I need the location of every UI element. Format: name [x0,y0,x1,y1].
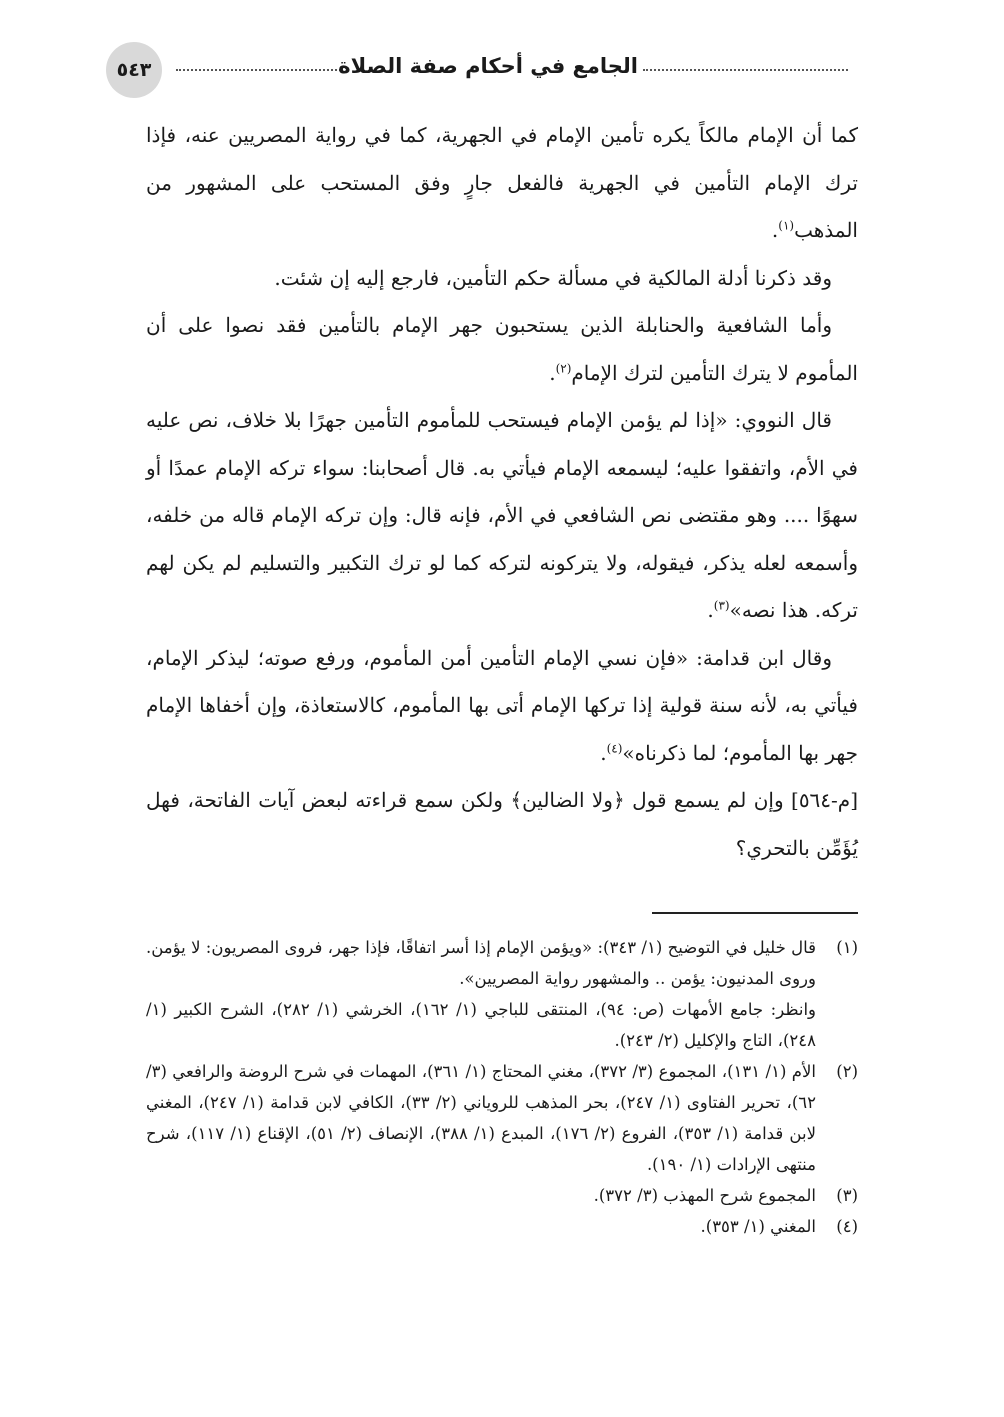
main-text [146,112,858,872]
paragraph-5-end: . [600,740,607,765]
footnote-body [146,932,816,1056]
paragraph-6: [م-٥٦٤] وإن لم يسمع قول ﴿ولا الضالين﴾ ولكن سمع قراءته لبعض آيات الفاتحة، فهل يُؤَمِّن بالتحري؟ [146,788,858,860]
footnote-line: قال خليل في التوضيح (١/ ٣٤٣): «ويؤمن الإمام إذا أسر اتفاقًا، فإذا جهر، فروى المصريون: لا يؤمن. وروى المدنيون: يؤمن .. والمشهور رواية المصريين». [146,938,816,988]
paragraph-1-text: كما أن الإمام مالكاً يكره تأمين الإمام في الجهرية، كما في رواية المصريين عنه، فإذا ترك الإمام التأمين في الجهرية فالفعل جارٍ وفق المستحب على المشهور من المذهب [146,123,858,242]
paragraph-4-end: . [707,598,714,622]
footnote-body [146,1056,816,1180]
footnote-ref-1: (١) [778,218,795,233]
footnote-line: وانظر: جامع الأمهات (ص: ٩٤)، المنتقى للباجي (١/ ١٦٢)، الخرشي (١/ ٢٨٢)، الشرح الكبير (١/ ٢٤٨)، التاج والإكليل (٢/ ٢٤٣). [146,1000,817,1050]
footnote-number: (٣) [836,1186,858,1205]
header-dotted-leader-right [643,69,848,71]
footnote-number: (١) [836,938,858,957]
footnote-2 [146,1056,858,1180]
paragraph-4 [146,397,858,635]
footnote-1 [146,932,858,1056]
footnote-3 [146,1180,858,1211]
footnote-line: المغني (١/ ٣٥٣). [700,1217,816,1236]
paragraph-1-end: . [771,218,779,242]
paragraph-3 [146,302,858,397]
running-header [106,38,848,100]
book-title: الجامع في أحكام صفة الصلاة [338,54,638,78]
paragraph-5 [146,635,858,778]
footnote-ref-4: (٤) [606,740,623,755]
page-number-badge: ٥٤٣ [106,42,162,98]
paragraph-1 [146,112,858,255]
footnote-body [146,1180,816,1211]
footnote-line: الأم (١/ ١٣١)، المجموع (٣/ ٣٧٢)، مغني المحتاج (١/ ٣٦١)، المهمات في شرح الروضة والرافعي (٣/ ٦٢)، تحرير الفتاوى (١/ ٢٤٧)، بحر المذهب للروياني (٢/ ٣٣)، الكافي لابن قدامة (١/ ٢٤٧)، المغني لابن قدامة (١/ ٣٥٣)، الفروع (٢/ ١٧٦)، المبدع (١/ ٣٨٨)، الإنصاف (٢/ ٥١)، الإقناع (١/ ١١٧)، شرح منتهى الإرادات (١/ ١٩٠). [146,1062,816,1174]
footnote-ref-3: (٣) [713,598,730,613]
paragraph-4-text: قال النووي: «إذا لم يؤمن الإمام فيستحب للمأموم التأمين جهرًا بلا خلاف، نص عليه في الأم، واتفقوا عليه؛ ليسمعه الإمام فيأتي به. قال أصحابنا: سواء تركه الإمام عمدًا أو سهوًا .... وهو مقتضى نص الشافعي في الأم، فإنه قال: وإن تركه الإمام قاله من خلفه، وأسمعه لعله يذكر، فيقوله، ولا يتركونه لتركه كما لو ترك التكبير والتسليم لم يكن لهم تركه. هذا نصه» [146,408,858,622]
footnote-line: المجموع شرح المهذب (٣/ ٣٧٢). [593,1186,816,1205]
paragraph-5-text: وقال ابن قدامة: «فإن نسي الإمام التأمين أمن المأموم، ورفع صوته؛ ليذكر الإمام، فيأتي به، لأنه سنة قولية إذا تركها الإمام أتى بها المأموم، كالاستعاذة، وإن أخفاها الإمام جهر بها المأموم؛ لما ذكرناه» [146,645,858,765]
paragraph-3-end: . [549,360,556,385]
footnote-body [146,1211,816,1242]
header-dotted-leader-left [176,69,341,71]
paragraph-3-text: وأما الشافعية والحنابلة الذين يستحبون جهر الإمام بالتأمين فقد نصوا على أن المأموم لا يترك التأمين لترك الإمام [146,313,858,385]
footnote-separator [652,912,858,914]
footnote-number: (٤) [836,1217,858,1236]
paragraph-2: وقد ذكرنا أدلة المالكية في مسألة حكم التأمين، فارجع إليه إن شئت. [274,265,832,290]
footnote-number: (٢) [836,1062,858,1081]
footnote-ref-2: (٢) [555,360,572,375]
footnotes [146,932,858,1242]
footnote-4 [146,1211,858,1242]
